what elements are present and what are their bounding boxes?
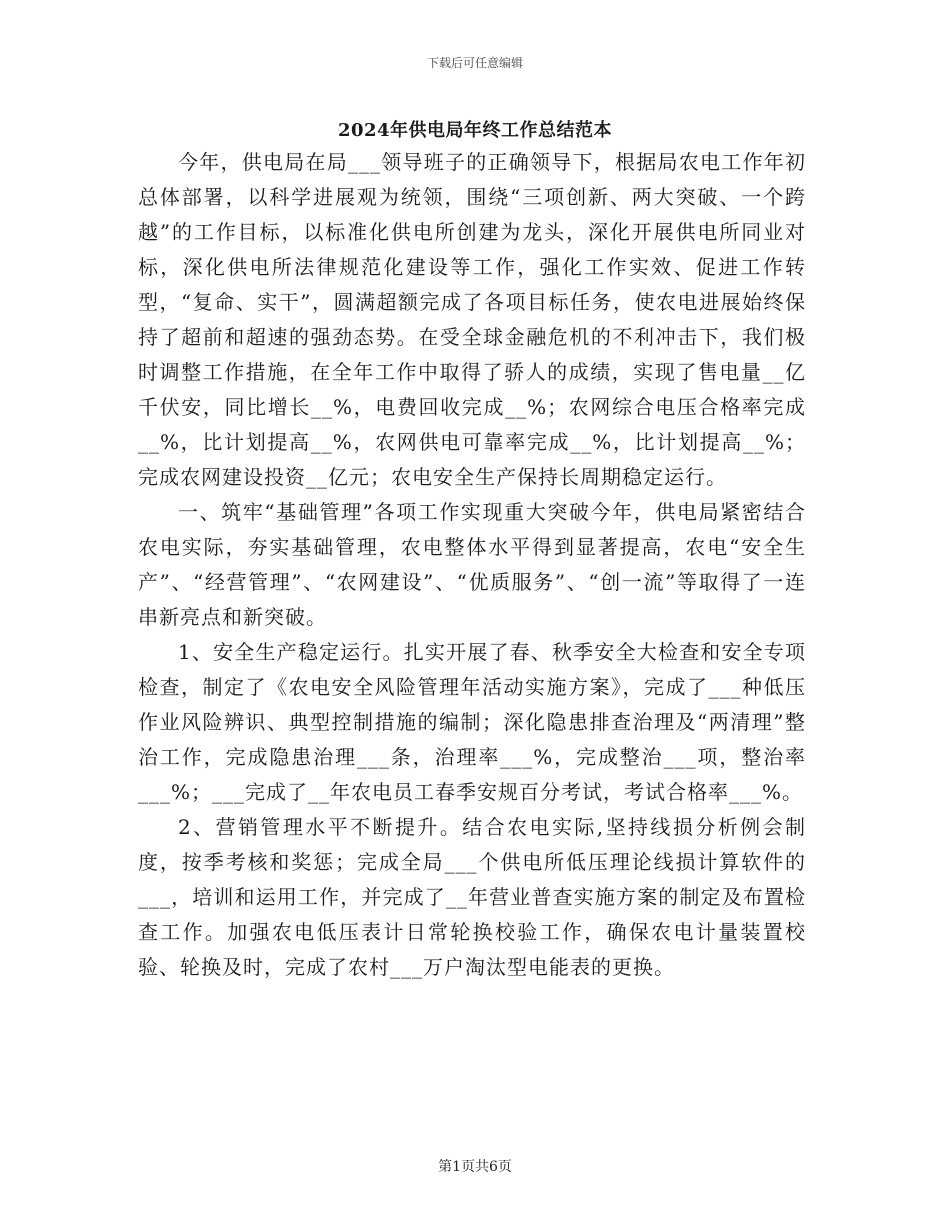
page-number: 第1页共6页 <box>438 1159 512 1175</box>
document-title: 2024年供电局年终工作总结范本 <box>337 120 613 141</box>
document-body <box>138 145 806 985</box>
paragraph-section-1: 一、筑牢“基础管理”各项工作实现重大突破今年，供电局紧密结合农电实际，夯实基础管理，农电整体水平得到显著提高，农电“安全生产”、“经营管理”、“农网建设”、“优质服务”、“创一流”等取得了一连串新亮点和新突破。 <box>138 500 806 629</box>
paragraph-item-2: 2、营销管理水平不断提升。结合农电实际,坚持线损分析例会制度，按季考核和奖惩；完成全局___个供电所低压理论线损计算软件的___，培训和运用工作，并完成了__年营业普查实施方案的制定及布置检查工作。加强农电低压表计日常轮换校验工作，确保农电计量装置校验、轮换及时，完成了农村___万户淘汰型电能表的更换。 <box>138 815 806 979</box>
page-header-note: 下载后可任意编辑 <box>426 56 523 70</box>
paragraph-item-1: 1、安全生产稳定运行。扎实开展了春、秋季安全大检查和安全专项检查，制定了《农电安全风险管理年活动实施方案》，完成了___种低压作业风险辨识、典型控制措施的编制；深化隐患排查治理及“两清理”整治工作，完成隐患治理___条，治理率___%，完成整治___项，整治率___%；___完成了__年农电员工春季安规百分考试，考试合格率___%。 <box>138 640 806 804</box>
paragraph-intro: 今年，供电局在局___领导班子的正确领导下，根据局农电工作年初总体部署，以科学进展观为统领，围绕“三项创新、两大突破、一个跨越”的工作目标，以标准化供电所创建为龙头，深化开展供电所同业对标，深化供电所法律规范化建设等工作，强化工作实效、促进工作转型，“复命、实干”，圆满超额完成了各项目标任务，使农电进展始终保持了超前和超速的强劲态势。在受全球金融危机的不利冲击下，我们极时调整工作措施，在全年工作中取得了骄人的成绩，实现了售电量__亿千伏安，同比增长__%，电费回收完成__%；农网综合电压合格率完成__%，比计划提高__%，农网供电可靠率完成__%，比计划提高__%；完成农网建设投资__亿元；农电安全生产保持长周期稳定运行。 <box>138 150 806 489</box>
